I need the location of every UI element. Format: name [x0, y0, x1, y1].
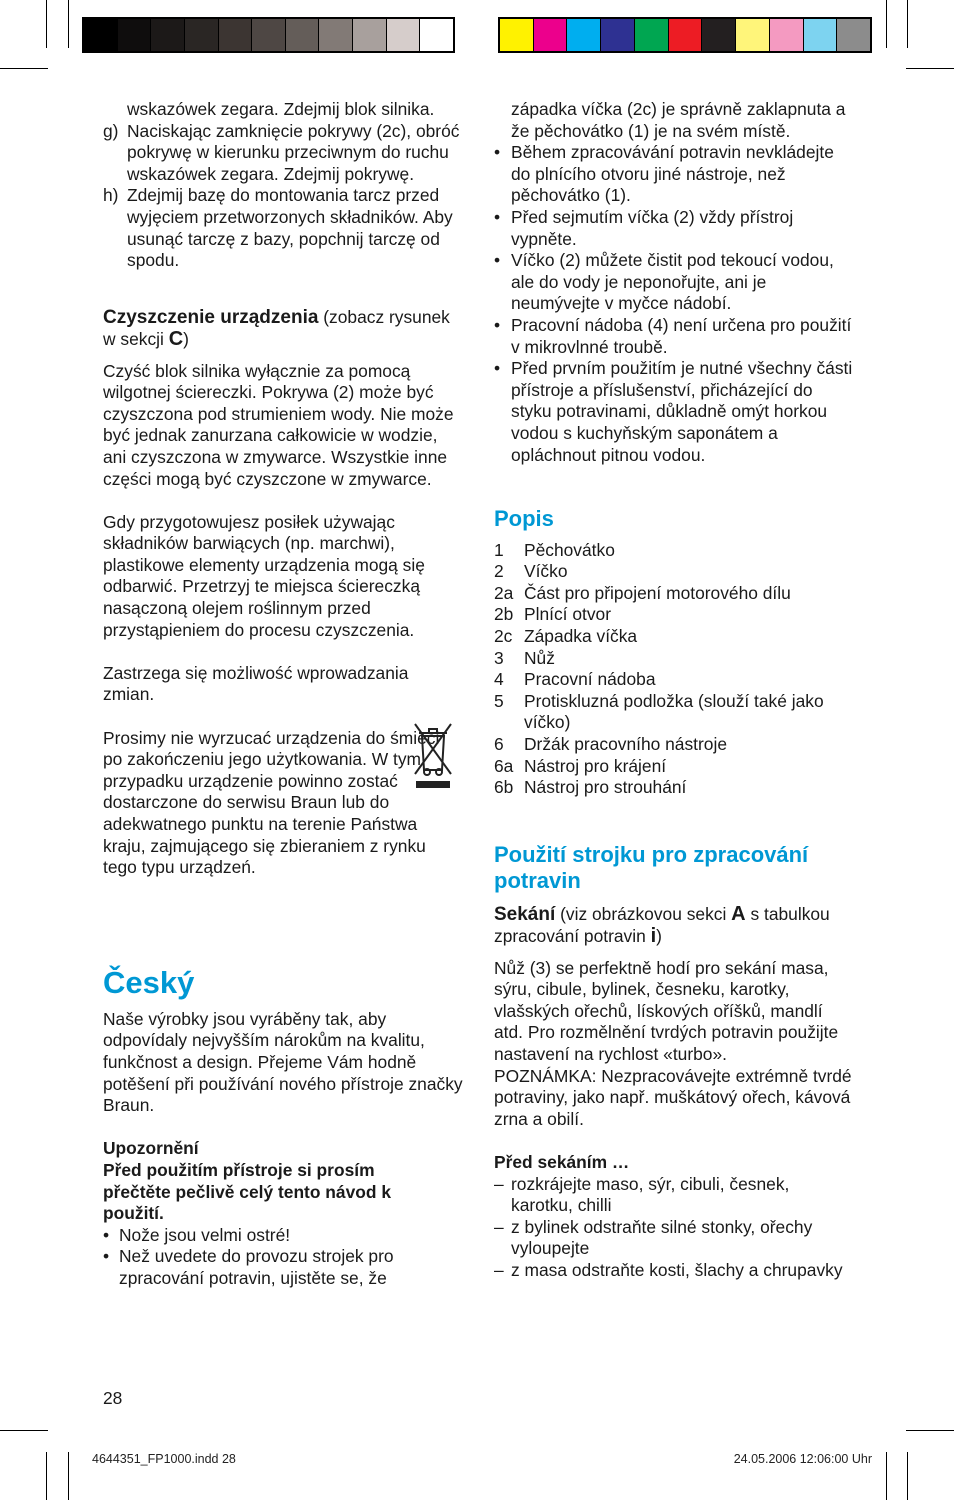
- left-column: [103, 99, 463, 1290]
- process-swatch: [567, 19, 601, 51]
- list-item: – z masa odstraňte kosti, šlachy a chrupavky: [494, 1259, 843, 1280]
- weee-bin-icon: [409, 718, 457, 792]
- crop-mark: [0, 68, 48, 69]
- disposal-note: Prosimy nie wyrzucać urządzenia do śmieci po zakończeniu jego użytkowania. W tym przypadku urządzenie powinno zostać dostarczone do serwisu Braun lub do adekwatnego punktu na terenie Państwa kraju, zajmującego się zbieraniem z rynku tego typu urządzeń.: [103, 727, 440, 878]
- list-item: – rozkrájejte maso, sýr, cibuli, česnek, karotku, chilli: [494, 1173, 790, 1216]
- process-swatch: [534, 19, 568, 51]
- grayscale-swatch: [286, 19, 320, 51]
- warning-bullet: • Než uvedete do provozu strojek pro zpracování potravin, ujistěte se, že: [103, 1246, 394, 1288]
- list-item: 5 Protiskluzná podložka (slouží také jako víčko): [494, 690, 824, 733]
- process-color-bar: [498, 17, 872, 53]
- list-item: 3 Nůž: [494, 647, 555, 668]
- crop-mark: [68, 0, 69, 48]
- process-swatch: [770, 19, 804, 51]
- grayscale-swatch: [84, 19, 118, 51]
- list-item: – z bylinek odstraňte silné stonky, ořechy vyloupejte: [494, 1216, 813, 1259]
- list-item-f-continued: wskazówek zegara. Zdejmij blok silnika.: [127, 99, 435, 119]
- popis-title: Popis: [494, 505, 554, 531]
- list-item: 6b Nástroj pro strouhání: [494, 777, 687, 798]
- grayscale-color-bar: [82, 17, 455, 53]
- right-column: [494, 99, 856, 1282]
- list-item: • Před prvním použitím je nutné všechny části přístroje a příslušenství, přicházející do styku potravinami, důkladně omýt horkou vodou s kuchyňským saponátem a opláchnout pitnou vodou.: [494, 358, 853, 465]
- grayscale-swatch: [387, 19, 421, 51]
- list-item: • Před sejmutím víčka (2) vždy přístroj vypněte.: [494, 206, 794, 249]
- footer-date: 24.05.2006 12:06:00 Uhr: [733, 1452, 872, 1466]
- grayscale-swatch: [219, 19, 253, 51]
- footer-file: 4644351_FP1000.indd 28: [92, 1452, 236, 1466]
- popis-list: [494, 540, 856, 799]
- grayscale-swatch: [420, 19, 453, 51]
- crop-mark: [907, 0, 908, 48]
- cleaning-paragraph-3: Zastrzega się możliwość wprowadzania zmian.: [103, 662, 409, 705]
- crop-mark: [886, 1452, 887, 1500]
- usage-title: Použití strojku pro zpracování potravin: [494, 842, 809, 894]
- list-item: 2 Víčko: [494, 561, 568, 582]
- list-item: 4 Pracovní nádoba: [494, 669, 656, 690]
- list-item: 1 Pěchovátko: [494, 539, 615, 560]
- grayscale-swatch: [319, 19, 353, 51]
- crop-mark: [907, 1452, 908, 1500]
- process-swatch: [669, 19, 703, 51]
- warning-title: Upozornění: [103, 1138, 199, 1159]
- cleaning-paragraph-2: Gdy przygotowujesz posiłek używając składników barwiących (np. marchwi), plastikowe elementy urządzenia mogą się odbarwić. Przetrzyj te miejsca ściereczką nasączoną olejem roślinnym przed przystąpieniem do procesu czyszczenia.: [103, 511, 425, 640]
- pred-sekanim-list: [494, 1174, 856, 1282]
- list-item: 2a Část pro připojení motorového dílu: [494, 582, 791, 603]
- grayscale-swatch: [185, 19, 219, 51]
- process-swatch: [635, 19, 669, 51]
- crop-mark: [906, 1430, 954, 1431]
- crop-mark: [46, 1452, 47, 1500]
- grayscale-swatch: [252, 19, 286, 51]
- sekani-paragraph-1: Nůž (3) se perfektně hodí pro sekání masa, sýru, cibule, bylinek, česneku, karotky, vlašských ořechů, lískových oříšků, mandlí atd. Pro rozmělnění tvrdých potravin použijte nastavení na rychlost «turbo».: [494, 957, 839, 1064]
- list-item: 6 Držák pracovního nástroje: [494, 734, 727, 755]
- cleaning-paragraph-1: Czyść blok silnika wyłącznie za pomocą wilgotnej ściereczki. Pokrywa (2) może być czyszczona pod strumieniem wody. Nie może być jednak zanurzana całkowicie w wodzie, ani czyszczona w zmywarce. Wszystkie inne części mogą być czyszczone w zmywarce.: [103, 360, 454, 489]
- process-swatch: [736, 19, 770, 51]
- page-number: 28: [103, 1388, 123, 1408]
- warning-bullet: • Nože jsou velmi ostré!: [103, 1224, 291, 1245]
- warning-text: Před použitím přístroje si prosím přečtěte pečlivě celý tento návod k použití.: [103, 1159, 392, 1224]
- process-swatch: [500, 19, 534, 51]
- grayscale-swatch: [118, 19, 152, 51]
- crop-mark: [68, 1452, 69, 1500]
- crop-mark: [906, 68, 954, 69]
- process-swatch: [601, 19, 635, 51]
- sekani-note: POZNÁMKA: Nezpracovávejte extrémně tvrdé potraviny, jako např. muškátový ořech, kávová zrna a obilí.: [494, 1065, 852, 1129]
- pred-sekanim-title: Před sekáním …: [494, 1151, 630, 1172]
- list-item: • Víčko (2) můžete čistit pod tekoucí vodou, ale do vody je neponořujte, ani je neumývejte v myčce nádobí.: [494, 250, 834, 314]
- crop-mark: [46, 0, 47, 48]
- list-item: • Pracovní nádoba (4) není určena pro použití v mikrovlnné troubě.: [494, 314, 852, 357]
- list-item-g: g) Naciskając zamknięcie pokrywy (2c), obróć pokrywę w kierunku przeciwnym do ruchu wskazówek zegara. Zdejmij pokrywę.: [103, 120, 460, 184]
- cleaning-heading: Czyszczenie urządzenia (zobacz rysunek w sekcji C): [103, 307, 450, 350]
- list-item: 6a Nástroj pro krájení: [494, 755, 667, 776]
- czech-section-title: Český: [103, 964, 195, 1000]
- grayscale-swatch: [151, 19, 185, 51]
- list-item: 2b Plnící otvor: [494, 604, 611, 625]
- list-item: • Během zpracovávání potravin nevkládejte do plnícího otvoru jiné nástroje, než pěchovátko (1).: [494, 142, 834, 206]
- list-item-h: h) Zdejmij bazę do montowania tarcz przed wyjęciem przetworzonych składników. Aby usunąć tarczę z bazy, popchnij tarczę od spodu.: [103, 185, 453, 271]
- grayscale-swatch: [353, 19, 387, 51]
- crop-mark: [0, 1430, 48, 1431]
- list-item: 2c Západka víčka: [494, 626, 638, 647]
- czech-intro: Naše výrobky jsou vyráběny tak, aby odpovídaly nejvyšším nárokům na kvalitu, funkčnost a design. Přejeme Vám hodně potěšení při používání nového přístroje značky Braun.: [103, 1008, 463, 1116]
- process-swatch: [837, 19, 870, 51]
- crop-mark: [886, 0, 887, 48]
- bullet-continued: západka víčka (2c) je správně zaklapnuta a že pěchovátko (1) je na svém místě.: [511, 99, 846, 141]
- safety-bullet-list: [494, 142, 856, 466]
- sekani-heading: Sekání (viz obrázkovou sekci A s tabulkou zpracování potravin i): [494, 903, 830, 947]
- process-swatch: [702, 19, 736, 51]
- process-swatch: [804, 19, 838, 51]
